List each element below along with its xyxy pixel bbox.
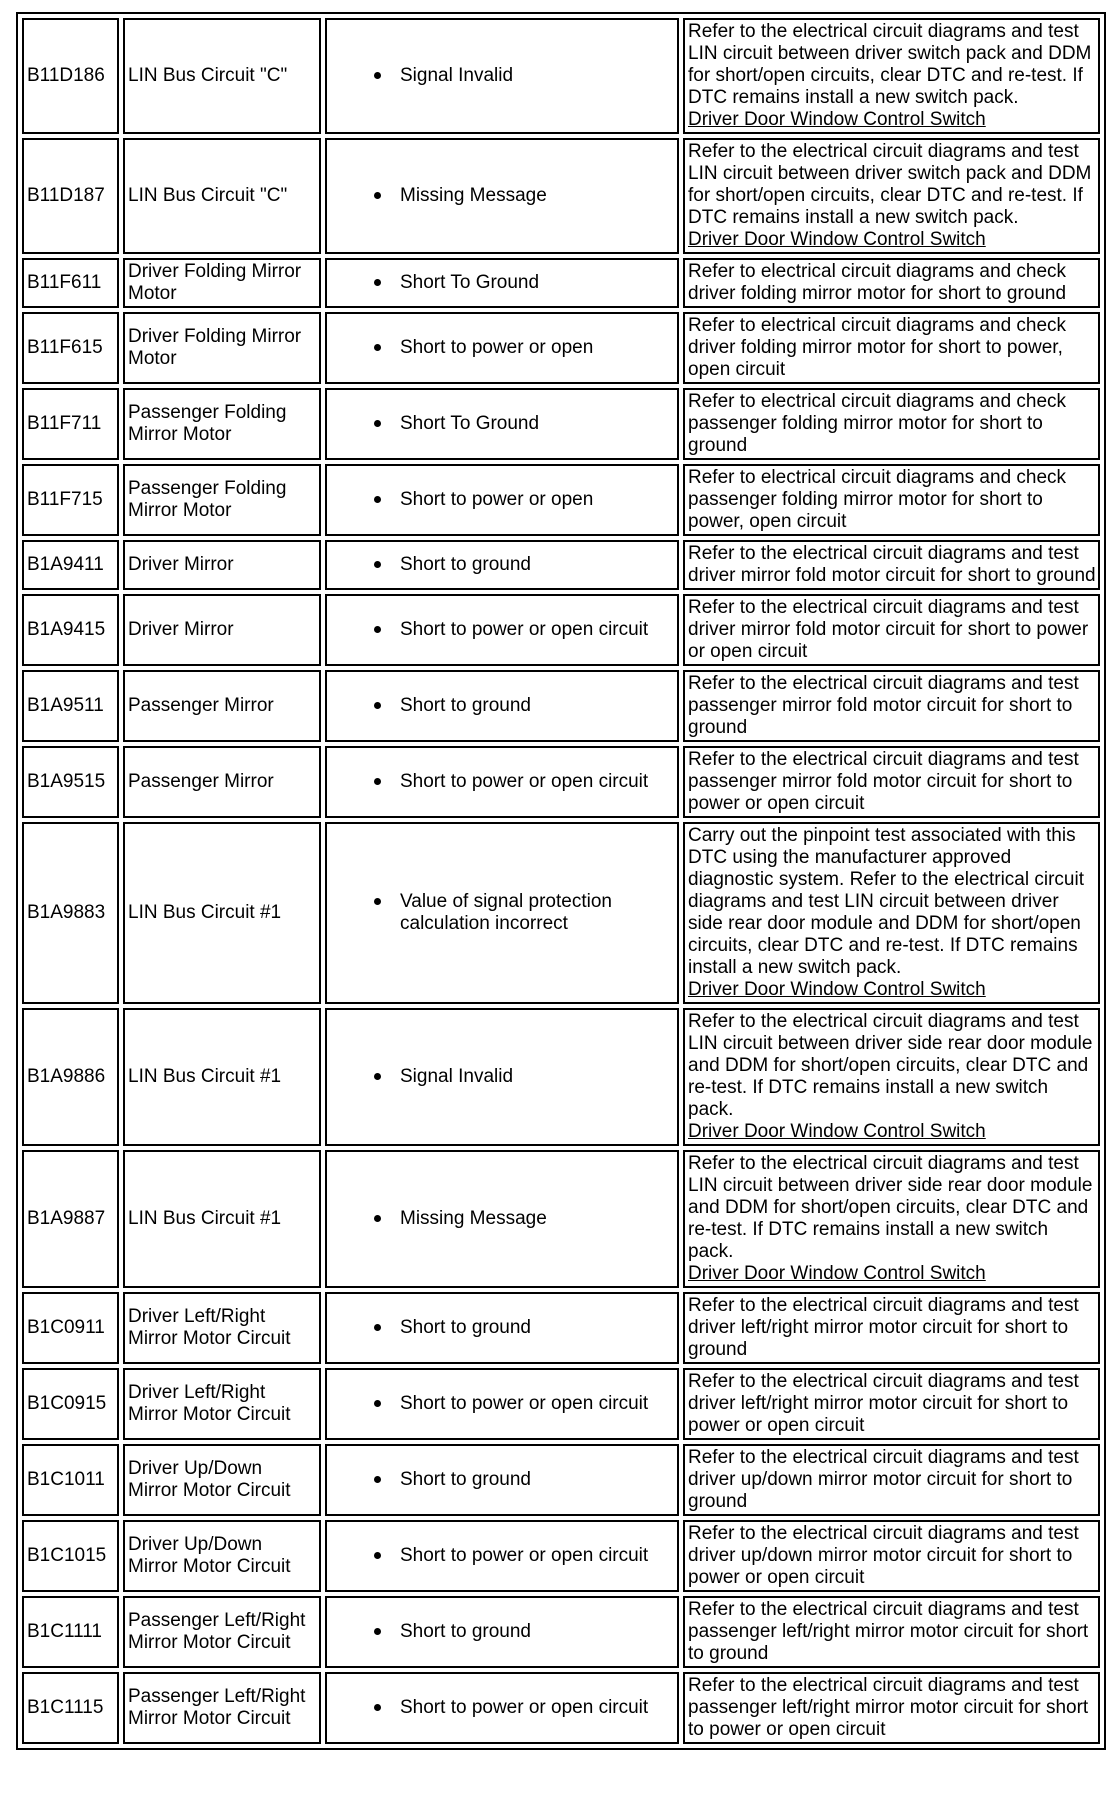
- fault-condition: Short to ground: [400, 1469, 531, 1490]
- table-row: [22, 822, 1100, 1004]
- action-text: Carry out the pinpoint test associated with this DTC using the manufacturer approved diagnostic system. Refer to the electrical circuit diagrams and test LIN circuit between driver side rear door module and DDM for short/open circuits, clear DTC and re-test. If DTC remains install a new switch pack.: [688, 825, 1084, 978]
- component-description: Driver Folding Mirror Motor: [123, 312, 321, 384]
- fault-condition-item: [330, 1317, 674, 1339]
- fault-condition-cell: [325, 312, 679, 384]
- bullet-icon: [374, 1628, 381, 1635]
- fault-condition: Short to power or open: [400, 489, 594, 510]
- fault-condition-item: [330, 489, 674, 511]
- action-cell: [683, 1520, 1100, 1592]
- fault-condition: Signal Invalid: [400, 1066, 514, 1087]
- fault-condition-cell: [325, 18, 679, 134]
- fault-condition-cell: [325, 594, 679, 666]
- action-cell: [683, 822, 1100, 1004]
- table-row: [22, 746, 1100, 818]
- bullet-icon: [374, 1552, 381, 1559]
- fault-condition: Short to power or open circuit: [400, 619, 649, 640]
- table-row: [22, 540, 1100, 590]
- action-cell: [683, 1596, 1100, 1668]
- dtc-code: B1A9411: [22, 540, 119, 590]
- dtc-code: B11D186: [22, 18, 119, 134]
- action-text: Refer to the electrical circuit diagrams and test driver mirror fold motor circuit for short to ground: [688, 543, 1096, 586]
- fault-condition-item: [330, 272, 674, 294]
- fault-condition-cell: [325, 388, 679, 460]
- action-cell: [683, 746, 1100, 818]
- fault-condition-item: [330, 891, 674, 935]
- component-description: Driver Folding Mirror Motor: [123, 258, 321, 308]
- dtc-table-body: [22, 18, 1100, 1744]
- dtc-code: B11F711: [22, 388, 119, 460]
- driver-door-window-control-switch-link[interactable]: Driver Door Window Control Switch: [688, 109, 986, 130]
- driver-door-window-control-switch-link[interactable]: Driver Door Window Control Switch: [688, 1121, 986, 1142]
- component-description: Driver Left/Right Mirror Motor Circuit: [123, 1292, 321, 1364]
- fault-condition: Short to power or open circuit: [400, 771, 649, 792]
- fault-condition: Short to power or open circuit: [400, 1697, 649, 1718]
- bullet-icon: [374, 72, 381, 79]
- fault-condition: Value of signal protection calculation incorrect: [400, 891, 612, 934]
- action-text: Refer to the electrical circuit diagrams and test passenger left/right mirror motor circuit for short to ground: [688, 1599, 1089, 1664]
- bullet-icon: [374, 279, 381, 286]
- fault-condition: Short To Ground: [400, 272, 540, 293]
- table-row: [22, 1008, 1100, 1146]
- fault-condition-cell: [325, 540, 679, 590]
- fault-condition-cell: [325, 1672, 679, 1744]
- table-row: [22, 464, 1100, 536]
- dtc-code: B11D187: [22, 138, 119, 254]
- fault-condition: Missing Message: [400, 1208, 547, 1229]
- bullet-icon: [374, 561, 381, 568]
- dtc-code: B1C0911: [22, 1292, 119, 1364]
- action-cell: [683, 258, 1100, 308]
- fault-condition-item: [330, 1545, 674, 1567]
- fault-condition-item: [330, 337, 674, 359]
- bullet-icon: [374, 496, 381, 503]
- component-description: LIN Bus Circuit #1: [123, 1150, 321, 1288]
- table-row: [22, 18, 1100, 134]
- component-description: Passenger Mirror: [123, 670, 321, 742]
- component-description: LIN Bus Circuit "C": [123, 138, 321, 254]
- fault-condition: Short to ground: [400, 1621, 531, 1642]
- table-row: [22, 670, 1100, 742]
- fault-condition-cell: [325, 1368, 679, 1440]
- fault-condition-cell: [325, 1292, 679, 1364]
- action-text: Refer to electrical circuit diagrams and check passenger folding mirror motor for short to power, open circuit: [688, 467, 1067, 532]
- dtc-code: B1A9415: [22, 594, 119, 666]
- action-cell: [683, 18, 1100, 134]
- fault-condition-cell: [325, 138, 679, 254]
- action-text: Refer to the electrical circuit diagrams and test LIN circuit between driver switch pack and DDM for short/open circuits, clear DTC and re-test. If DTC remains install a new switch pack.: [688, 21, 1092, 108]
- action-cell: [683, 138, 1100, 254]
- dtc-code: B11F715: [22, 464, 119, 536]
- dtc-code: B1A9883: [22, 822, 119, 1004]
- bullet-icon: [374, 898, 381, 905]
- dtc-table: [16, 12, 1106, 1750]
- fault-condition-cell: [325, 1008, 679, 1146]
- component-description: Passenger Mirror: [123, 746, 321, 818]
- action-cell: [683, 312, 1100, 384]
- driver-door-window-control-switch-link[interactable]: Driver Door Window Control Switch: [688, 1263, 986, 1284]
- bullet-icon: [374, 1400, 381, 1407]
- fault-condition-cell: [325, 1444, 679, 1516]
- component-description: LIN Bus Circuit #1: [123, 1008, 321, 1146]
- action-text: Refer to the electrical circuit diagrams and test driver left/right mirror motor circuit for short to ground: [688, 1295, 1079, 1360]
- fault-condition-cell: [325, 746, 679, 818]
- fault-condition: Missing Message: [400, 185, 547, 206]
- component-description: LIN Bus Circuit #1: [123, 822, 321, 1004]
- table-row: [22, 258, 1100, 308]
- driver-door-window-control-switch-link[interactable]: Driver Door Window Control Switch: [688, 229, 986, 250]
- table-row: [22, 1596, 1100, 1668]
- fault-condition-item: [330, 185, 674, 207]
- table-row: [22, 1150, 1100, 1288]
- dtc-code: B11F611: [22, 258, 119, 308]
- bullet-icon: [374, 1476, 381, 1483]
- fault-condition-cell: [325, 464, 679, 536]
- dtc-code: B1A9515: [22, 746, 119, 818]
- fault-condition-item: [330, 554, 674, 576]
- fault-condition-item: [330, 1621, 674, 1643]
- action-cell: [683, 670, 1100, 742]
- fault-condition: Short to power or open: [400, 337, 594, 358]
- dtc-code: B1A9886: [22, 1008, 119, 1146]
- action-text: Refer to the electrical circuit diagrams and test driver up/down mirror motor circuit for short to ground: [688, 1447, 1079, 1512]
- dtc-code: B1C1111: [22, 1596, 119, 1668]
- fault-condition-cell: [325, 822, 679, 1004]
- bullet-icon: [374, 626, 381, 633]
- action-cell: [683, 1008, 1100, 1146]
- table-row: [22, 388, 1100, 460]
- component-description: Driver Mirror: [123, 594, 321, 666]
- component-description: Driver Mirror: [123, 540, 321, 590]
- bullet-icon: [374, 192, 381, 199]
- table-row: [22, 1520, 1100, 1592]
- fault-condition-item: [330, 1208, 674, 1230]
- fault-condition-cell: [325, 670, 679, 742]
- dtc-code: B11F615: [22, 312, 119, 384]
- bullet-icon: [374, 420, 381, 427]
- action-text: Refer to electrical circuit diagrams and check passenger folding mirror motor for short to ground: [688, 391, 1067, 456]
- driver-door-window-control-switch-link[interactable]: Driver Door Window Control Switch: [688, 979, 986, 1000]
- action-text: Refer to the electrical circuit diagrams and test passenger left/right mirror motor circuit for short to power or open circuit: [688, 1675, 1089, 1740]
- fault-condition-item: [330, 619, 674, 641]
- bullet-icon: [374, 344, 381, 351]
- action-text: Refer to the electrical circuit diagrams and test LIN circuit between driver side rear door module and DDM for short/open circuits, clear DTC and re-test. If DTC remains install a new switch pack.: [688, 1011, 1093, 1120]
- bullet-icon: [374, 702, 381, 709]
- component-description: Passenger Left/Right Mirror Motor Circuit: [123, 1672, 321, 1744]
- fault-condition-item: [330, 413, 674, 435]
- fault-condition-item: [330, 1697, 674, 1719]
- action-text: Refer to electrical circuit diagrams and check driver folding mirror motor for short to power, open circuit: [688, 315, 1067, 380]
- action-cell: [683, 540, 1100, 590]
- fault-condition: Short To Ground: [400, 413, 540, 434]
- fault-condition-item: [330, 1393, 674, 1415]
- action-cell: [683, 1150, 1100, 1288]
- action-text: Refer to the electrical circuit diagrams and test LIN circuit between driver side rear door module and DDM for short/open circuits, clear DTC and re-test. If DTC remains install a new switch pack.: [688, 1153, 1093, 1262]
- action-cell: [683, 1292, 1100, 1364]
- fault-condition: Short to ground: [400, 554, 531, 575]
- bullet-icon: [374, 1704, 381, 1711]
- fault-condition-cell: [325, 1520, 679, 1592]
- component-description: Driver Up/Down Mirror Motor Circuit: [123, 1444, 321, 1516]
- dtc-code: B1C1015: [22, 1520, 119, 1592]
- action-text: Refer to electrical circuit diagrams and check driver folding mirror motor for short to ground: [688, 261, 1067, 304]
- bullet-icon: [374, 1215, 381, 1222]
- component-description: Driver Left/Right Mirror Motor Circuit: [123, 1368, 321, 1440]
- component-description: Driver Up/Down Mirror Motor Circuit: [123, 1520, 321, 1592]
- action-cell: [683, 594, 1100, 666]
- fault-condition: Short to ground: [400, 1317, 531, 1338]
- component-description: Passenger Folding Mirror Motor: [123, 388, 321, 460]
- fault-condition-item: [330, 1469, 674, 1491]
- fault-condition-cell: [325, 1596, 679, 1668]
- dtc-code: B1C1011: [22, 1444, 119, 1516]
- fault-condition-item: [330, 695, 674, 717]
- action-text: Refer to the electrical circuit diagrams and test passenger mirror fold motor circuit for short to power or open circuit: [688, 749, 1079, 814]
- fault-condition: Short to power or open circuit: [400, 1393, 649, 1414]
- fault-condition-cell: [325, 258, 679, 308]
- table-row: [22, 594, 1100, 666]
- action-text: Refer to the electrical circuit diagrams and test driver mirror fold motor circuit for short to power or open circuit: [688, 597, 1089, 662]
- dtc-code: B1A9511: [22, 670, 119, 742]
- action-cell: [683, 388, 1100, 460]
- dtc-code: B1C1115: [22, 1672, 119, 1744]
- action-cell: [683, 1672, 1100, 1744]
- fault-condition: Signal Invalid: [400, 65, 514, 86]
- bullet-icon: [374, 1073, 381, 1080]
- dtc-code: B1C0915: [22, 1368, 119, 1440]
- fault-condition-item: [330, 771, 674, 793]
- action-cell: [683, 1368, 1100, 1440]
- table-row: [22, 1368, 1100, 1440]
- fault-condition-item: [330, 1066, 674, 1088]
- fault-condition: Short to ground: [400, 695, 531, 716]
- fault-condition: Short to power or open circuit: [400, 1545, 649, 1566]
- component-description: Passenger Folding Mirror Motor: [123, 464, 321, 536]
- component-description: LIN Bus Circuit "C": [123, 18, 321, 134]
- table-row: [22, 1444, 1100, 1516]
- table-row: [22, 138, 1100, 254]
- action-cell: [683, 464, 1100, 536]
- table-row: [22, 1672, 1100, 1744]
- fault-condition-item: [330, 65, 674, 87]
- action-text: Refer to the electrical circuit diagrams and test passenger mirror fold motor circuit for short to ground: [688, 673, 1079, 738]
- action-text: Refer to the electrical circuit diagrams and test LIN circuit between driver switch pack and DDM for short/open circuits, clear DTC and re-test. If DTC remains install a new switch pack.: [688, 141, 1092, 228]
- table-row: [22, 1292, 1100, 1364]
- component-description: Passenger Left/Right Mirror Motor Circuit: [123, 1596, 321, 1668]
- action-text: Refer to the electrical circuit diagrams and test driver up/down mirror motor circuit for short to power or open circuit: [688, 1523, 1079, 1588]
- bullet-icon: [374, 778, 381, 785]
- dtc-code: B1A9887: [22, 1150, 119, 1288]
- fault-condition-cell: [325, 1150, 679, 1288]
- bullet-icon: [374, 1324, 381, 1331]
- action-cell: [683, 1444, 1100, 1516]
- action-text: Refer to the electrical circuit diagrams and test driver left/right mirror motor circuit for short to power or open circuit: [688, 1371, 1079, 1436]
- table-row: [22, 312, 1100, 384]
